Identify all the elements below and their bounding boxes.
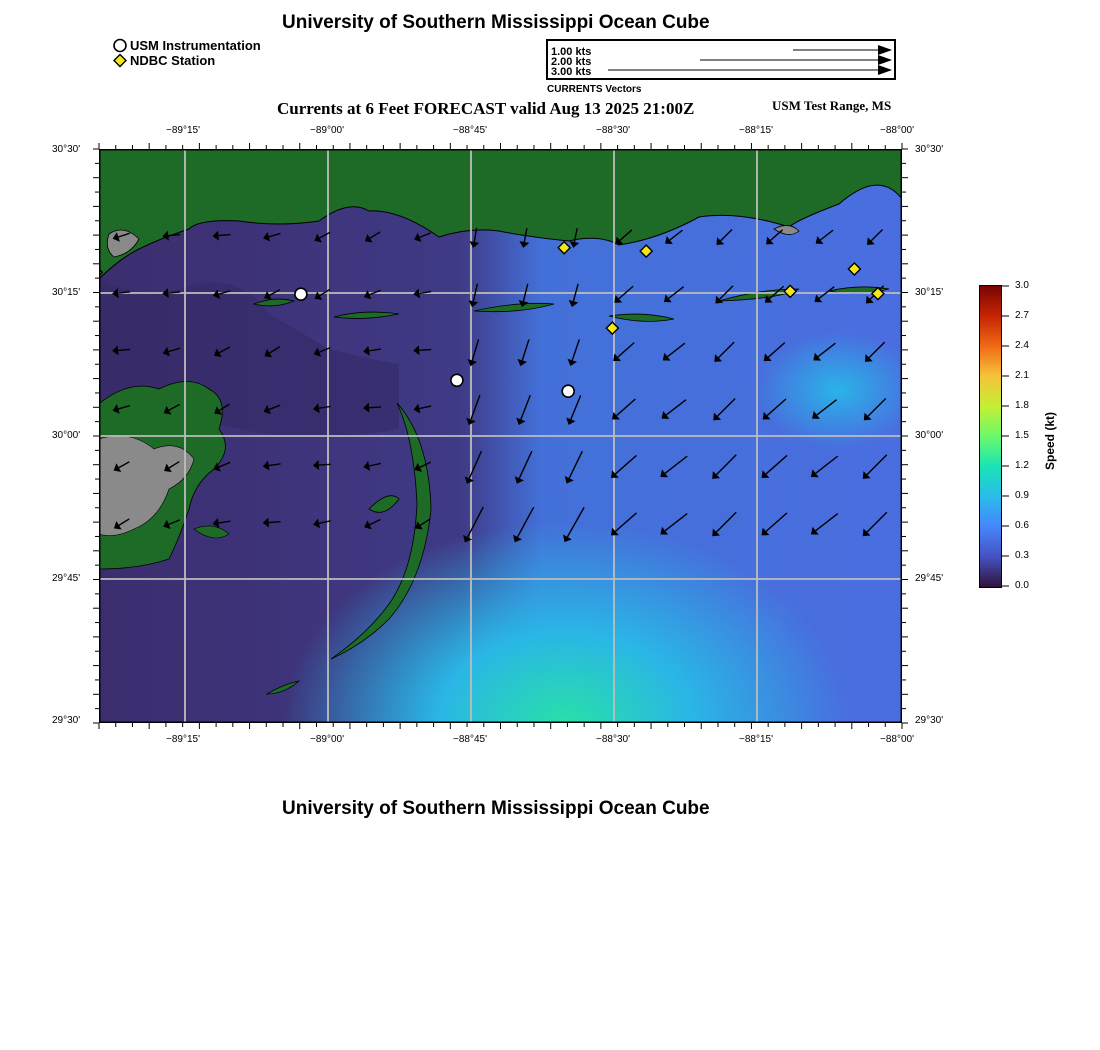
marker-legend	[112, 38, 261, 68]
lat-label-left: 29°30'	[52, 715, 81, 726]
lat-label-left: 30°15'	[52, 287, 81, 298]
colorbar-tick: 0.9	[1015, 490, 1029, 501]
lon-label-top: −88°00'	[880, 125, 914, 136]
colorbar-tick: 1.5	[1015, 430, 1029, 441]
lon-label-top: −89°15'	[166, 125, 200, 136]
lon-label-bottom: −89°00'	[310, 734, 344, 745]
lat-label-left: 30°30'	[52, 144, 81, 155]
colorbar-tick: 1.2	[1015, 460, 1029, 471]
colorbar-tick: 0.6	[1015, 520, 1029, 531]
lat-label-right: 29°30'	[915, 715, 944, 726]
legend-usm	[112, 38, 261, 53]
lat-label-right: 30°15'	[915, 287, 944, 298]
legend-ndbc-label: NDBC Station	[130, 53, 216, 68]
colorbar-title: Speed (kt)	[1043, 411, 1057, 470]
lon-label-top: −88°30'	[596, 125, 630, 136]
colorbar-tick: 1.8	[1015, 400, 1029, 411]
lat-label-right: 29°45'	[915, 573, 944, 584]
main-title: University of Southern Mississippi Ocean Cube	[282, 12, 710, 33]
ndbc-diamond-icon	[112, 53, 128, 68]
lat-label-right: 30°30'	[915, 144, 944, 155]
colorbar-tick: 0.3	[1015, 550, 1029, 561]
lat-label-left: 30°00'	[52, 430, 81, 441]
vector-legend-3kt: 3.00 kts	[551, 66, 592, 78]
vector-legend-2kt: 2.00 kts	[551, 56, 592, 68]
frame-ticks	[93, 143, 908, 729]
lon-label-top: −89°00'	[310, 125, 344, 136]
lon-label-top: −88°45'	[453, 125, 487, 136]
usm-circle-icon	[112, 38, 128, 53]
colorbar-gradient	[980, 286, 1001, 587]
vector-legend-arrows	[548, 41, 894, 78]
footer-title: University of Southern Mississippi Ocean Cube	[282, 798, 710, 819]
colorbar-tick: 2.7	[1015, 310, 1029, 321]
colorbar-tick: 0.0	[1015, 580, 1029, 591]
lat-label-left: 29°45'	[52, 573, 81, 584]
vector-legend-1kt: 1.00 kts	[551, 46, 592, 58]
lon-label-bottom: −89°15'	[166, 734, 200, 745]
lon-label-bottom: −88°00'	[880, 734, 914, 745]
range-label: USM Test Range, MS	[772, 98, 892, 113]
colorbar-tick: 2.4	[1015, 340, 1029, 351]
lon-label-bottom: −88°45'	[453, 734, 487, 745]
colorbar-tick-marks	[1001, 280, 1013, 592]
vector-legend	[546, 39, 896, 80]
colorbar	[979, 285, 1002, 588]
colorbar-ticks	[1001, 280, 1041, 592]
lon-label-bottom: −88°15'	[739, 734, 773, 745]
colorbar-tick: 2.1	[1015, 370, 1029, 381]
lat-label-right: 30°00'	[915, 430, 944, 441]
colorbar-tick: 3.0	[1015, 280, 1029, 291]
legend-ndbc	[112, 53, 261, 68]
map-subtitle: Currents at 6 Feet FORECAST valid Aug 13 2025 21:00Z	[277, 99, 695, 118]
lon-label-bottom: −88°30'	[596, 734, 630, 745]
vector-legend-caption: CURRENTS Vectors	[547, 84, 642, 95]
legend-usm-label: USM Instrumentation	[130, 38, 261, 53]
lon-label-top: −88°15'	[739, 125, 773, 136]
